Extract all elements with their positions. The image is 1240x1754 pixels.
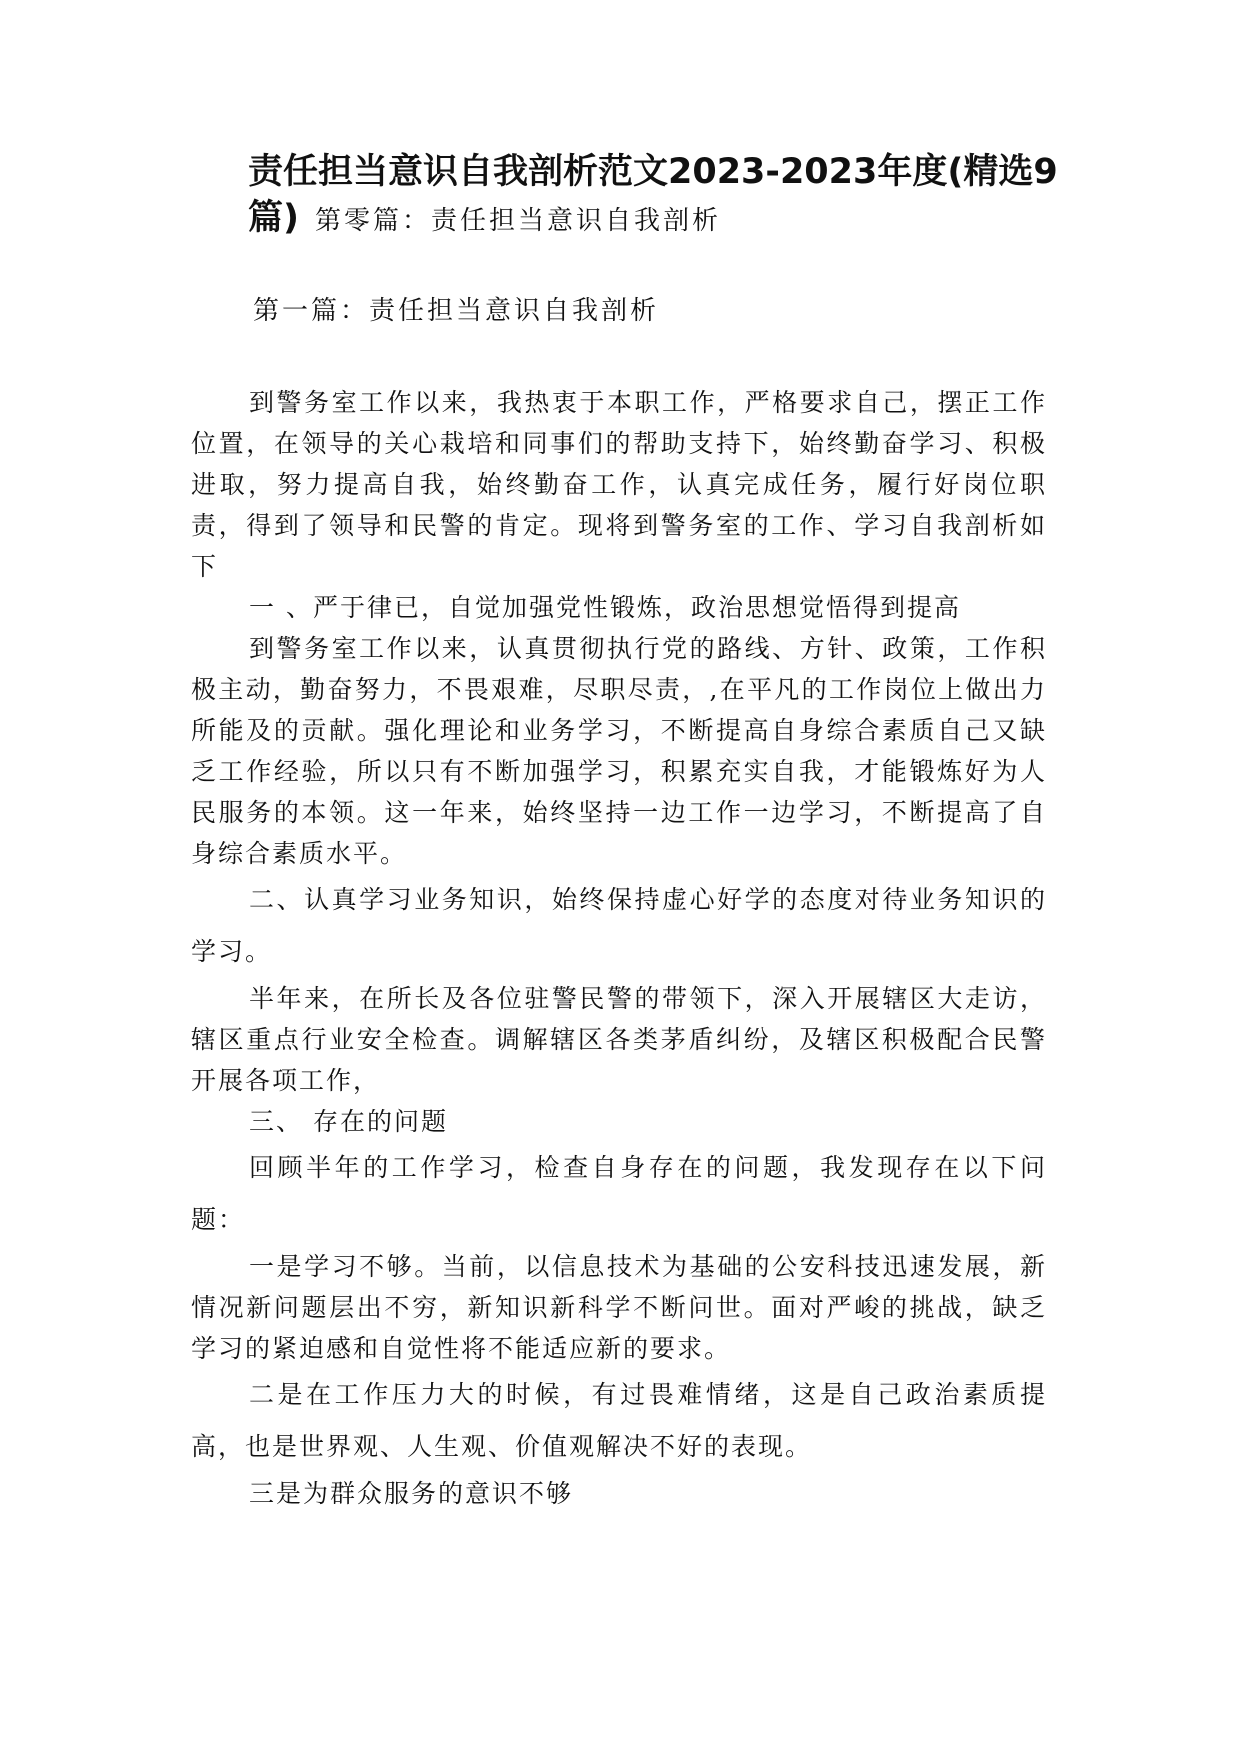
paragraph-heading-1: 一 、严于律已，自觉加强党性锻炼，政治思想觉悟得到提高: [249, 593, 961, 622]
title-line-1: 责任担当意识自我剖析范文2023-2023年度(精选9: [248, 152, 1058, 192]
title-line-2-bold: 篇): [248, 198, 299, 238]
paragraph-body-2: 半年来，在所长及各位驻警民警的带领下，深入开展辖区大走访，辖区重点行业安全检查。调解辖区各类茅盾纠纷，及辖区积极配合民警开展各项工作，: [191, 984, 1047, 1095]
document-title: [248, 150, 1058, 245]
paragraph-problems-intro: 回顾半年的工作学习，检查自身存在的问题，我发现存在以下问题：: [191, 1153, 1047, 1234]
subtitle-part-zero: 第零篇：责任担当意识自我剖析: [315, 206, 722, 236]
paragraph-intro: 到警务室工作以来，我热衷于本职工作，严格要求自己，摆正工作位置，在领导的关心栽培和同事们的帮助支持下，始终勤奋学习、积极进取，努力提高自我，始终勤奋工作，认真完成任务，履行好岗位职责，得到了领导和民警的肯定。现将到警务室的工作、学习自我剖析如下: [191, 388, 1047, 581]
section-heading: 第一篇：责任担当意识自我剖析: [253, 296, 660, 326]
body-text: [191, 382, 1047, 1514]
paragraph-problem-2: 二是在工作压力大的时候，有过畏难情绪，这是自己政治素质提高，也是世界观、人生观、价值观解决不好的表现。: [191, 1380, 1047, 1461]
paragraph-heading-3: 三、 存在的问题: [249, 1107, 448, 1136]
paragraph-problem-3: 三是为群众服务的意识不够: [249, 1479, 574, 1508]
title-line-2: [248, 194, 1058, 245]
paragraph-problem-1: 一是学习不够。当前，以信息技术为基础的公安科技迅速发展，新情况新问题层出不穷，新知识新科学不断问世。面对严峻的挑战，缺乏学习的紧迫感和自觉性将不能适应新的要求。: [191, 1252, 1047, 1363]
paragraph-body-1: 到警务室工作以来，认真贯彻执行党的路线、方针、政策，工作积极主动，勤奋努力，不畏艰难，尽职尽责，,在平凡的工作岗位上做出力所能及的贡献。强化理论和业务学习，不断提高自身综合素质自己又缺乏工作经验，所以只有不断加强学习，积累充实自我，才能锻炼好为人民服务的本领。这一年来，始终坚持一边工作一边学习，不断提高了自身综合素质水平。: [191, 634, 1047, 868]
paragraph-heading-2: 二、认真学习业务知识，始终保持虚心好学的态度对待业务知识的学习。: [191, 885, 1047, 966]
